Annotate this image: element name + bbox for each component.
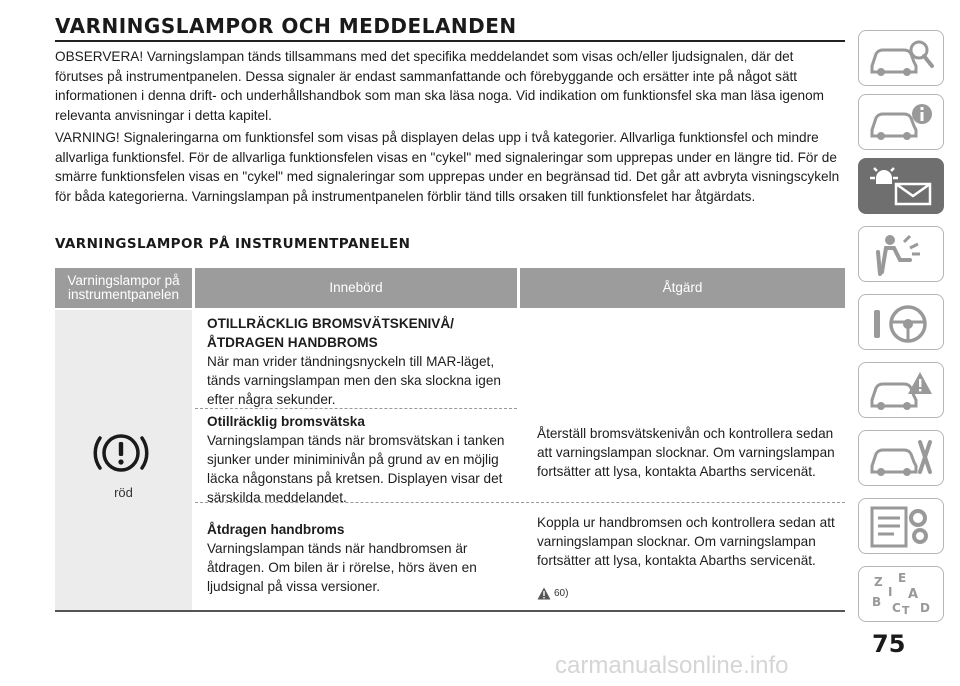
row-3-text: Varningslampan tänds när handbromsen är åtdragen. Om bilen är i rörelse, hörs även en ljudsignal på vissa versioner. [207,541,477,594]
varning-paragraph: VARNING! Signaleringarna om funktionsfel som visas på displayen delas upp i två kategorier. Allvarliga funktionsfel och mindre allvarliga funktionsfel. För de allvarliga funktionsfelen visas en "cykel" med signaleringar som upprepas under en längre tid. För de smärre funktionsfelen visas en "cykel" med signaleringar som upprepas under en begränsad tid. Det går att avbryta visningscykeln för båda kategorierna. Varningslampan på instrumentpanelen förblir tänd tills orsaken till funktionsfelet har åtgärdats. [55,130,840,204]
tab-warning-lights[interactable] [858,158,944,214]
svg-text:E: E [898,572,907,585]
steering-wheel-icon [866,300,936,344]
brake-warning-icon [92,424,150,482]
table-header-action-label: Åtgärd [662,280,703,295]
row-3-meaning [207,520,512,596]
svg-text:C: C [892,601,901,615]
observera-paragraph: OBSERVERA! Varningslampan tänds tillsammans med det specifika meddelandet som visas och/eller ljudsignalen, där det förutses på instrumentpanelen. Dessa signaler är endast sammanfattande och förebyggande och ersätter inte på något sätt informationen i denna drift- och underhållshandbok som man ska läsa noga. Vid indikation om funktionsfel ska man läsa igenom relevanta anvisningar i detta kapitel. [55,49,824,123]
row-2-title: Otillräcklig bromsvätska [207,414,365,429]
row-1-text: När man vrider tändningsnyckeln till MAR-läget, tänds varningslampan men den ska slockna igen efter några sekunder. [207,354,501,407]
car-maintenance-icon [866,436,936,480]
row-divider [195,502,845,503]
tab-starting-driving[interactable] [858,294,944,350]
index-letters-icon [866,572,936,616]
row-divider [195,408,517,409]
row-3-action: Koppla ur handbromsen och kontrollera sedan att varningslampan slocknar. Om varningslampan fortsätter att lysa, kontakta Abarths servicenät. [537,515,835,568]
table-header-meaning [195,268,517,308]
tab-maintenance[interactable] [858,430,944,486]
svg-text:B: B [872,595,882,609]
svg-text:A: A [908,587,919,602]
row-1-meaning [207,314,512,409]
svg-text:D: D [920,601,930,615]
row-3-title: Åtdragen handbroms [207,522,345,537]
row-2-text: Varningslampan tänds när bromsvätskan i tanken sjunker under miniminivån på grund av en möjlig läcka någonstans på kretsen. Displayen visar det särskilda meddelandet. [207,433,505,505]
tab-car-info[interactable] [858,94,944,150]
tab-emergency[interactable] [858,362,944,418]
lamp-color-label: röd [114,485,133,500]
warning-light-message-icon [866,164,936,208]
specifications-icon [866,504,936,548]
airbag-seat-icon [866,232,936,276]
reference-number: 60) [554,588,569,599]
tab-index[interactable] [858,566,944,622]
watermark: carmanualsonline.info [555,652,789,679]
table-header-lamps-label: Varningslampor på instrumentpanelen [67,273,180,302]
car-warning-icon [866,368,936,412]
section-subtitle: VARNINGSLAMPOR PÅ INSTRUMENTPANELEN [55,236,411,252]
car-search-icon [866,36,936,80]
title-rule [55,40,845,42]
car-info-icon [866,100,936,144]
page-number: 75 [872,630,906,658]
caution-triangle-icon [537,587,551,600]
row-2-action: Återställ bromsvätskenivån och kontrollera sedan att varningslampan slocknar. Om varningslampan fortsätter att lysa, kontakta Abarths servicenät. [537,426,835,479]
table-bottom-rule [55,610,845,612]
page-title: VARNINGSLAMPOR OCH MEDDELANDEN [55,14,517,38]
table-header-meaning-label: Innebörd [329,280,383,295]
svg-text:T: T [902,604,910,616]
svg-text:Z: Z [874,575,883,589]
tab-safety[interactable] [858,226,944,282]
warning-reference[interactable] [537,587,568,600]
row-2-meaning [207,412,512,507]
tab-specifications[interactable] [858,498,944,554]
table-header-action [520,268,845,308]
row-1-title: OTILLRÄCKLIG BROMSVÄTSKENIVÅ/ ÅTDRAGEN HANDBROMS [207,316,454,350]
table-header-lamps [55,268,192,308]
svg-text:I: I [888,585,893,599]
tab-car-search[interactable] [858,30,944,86]
